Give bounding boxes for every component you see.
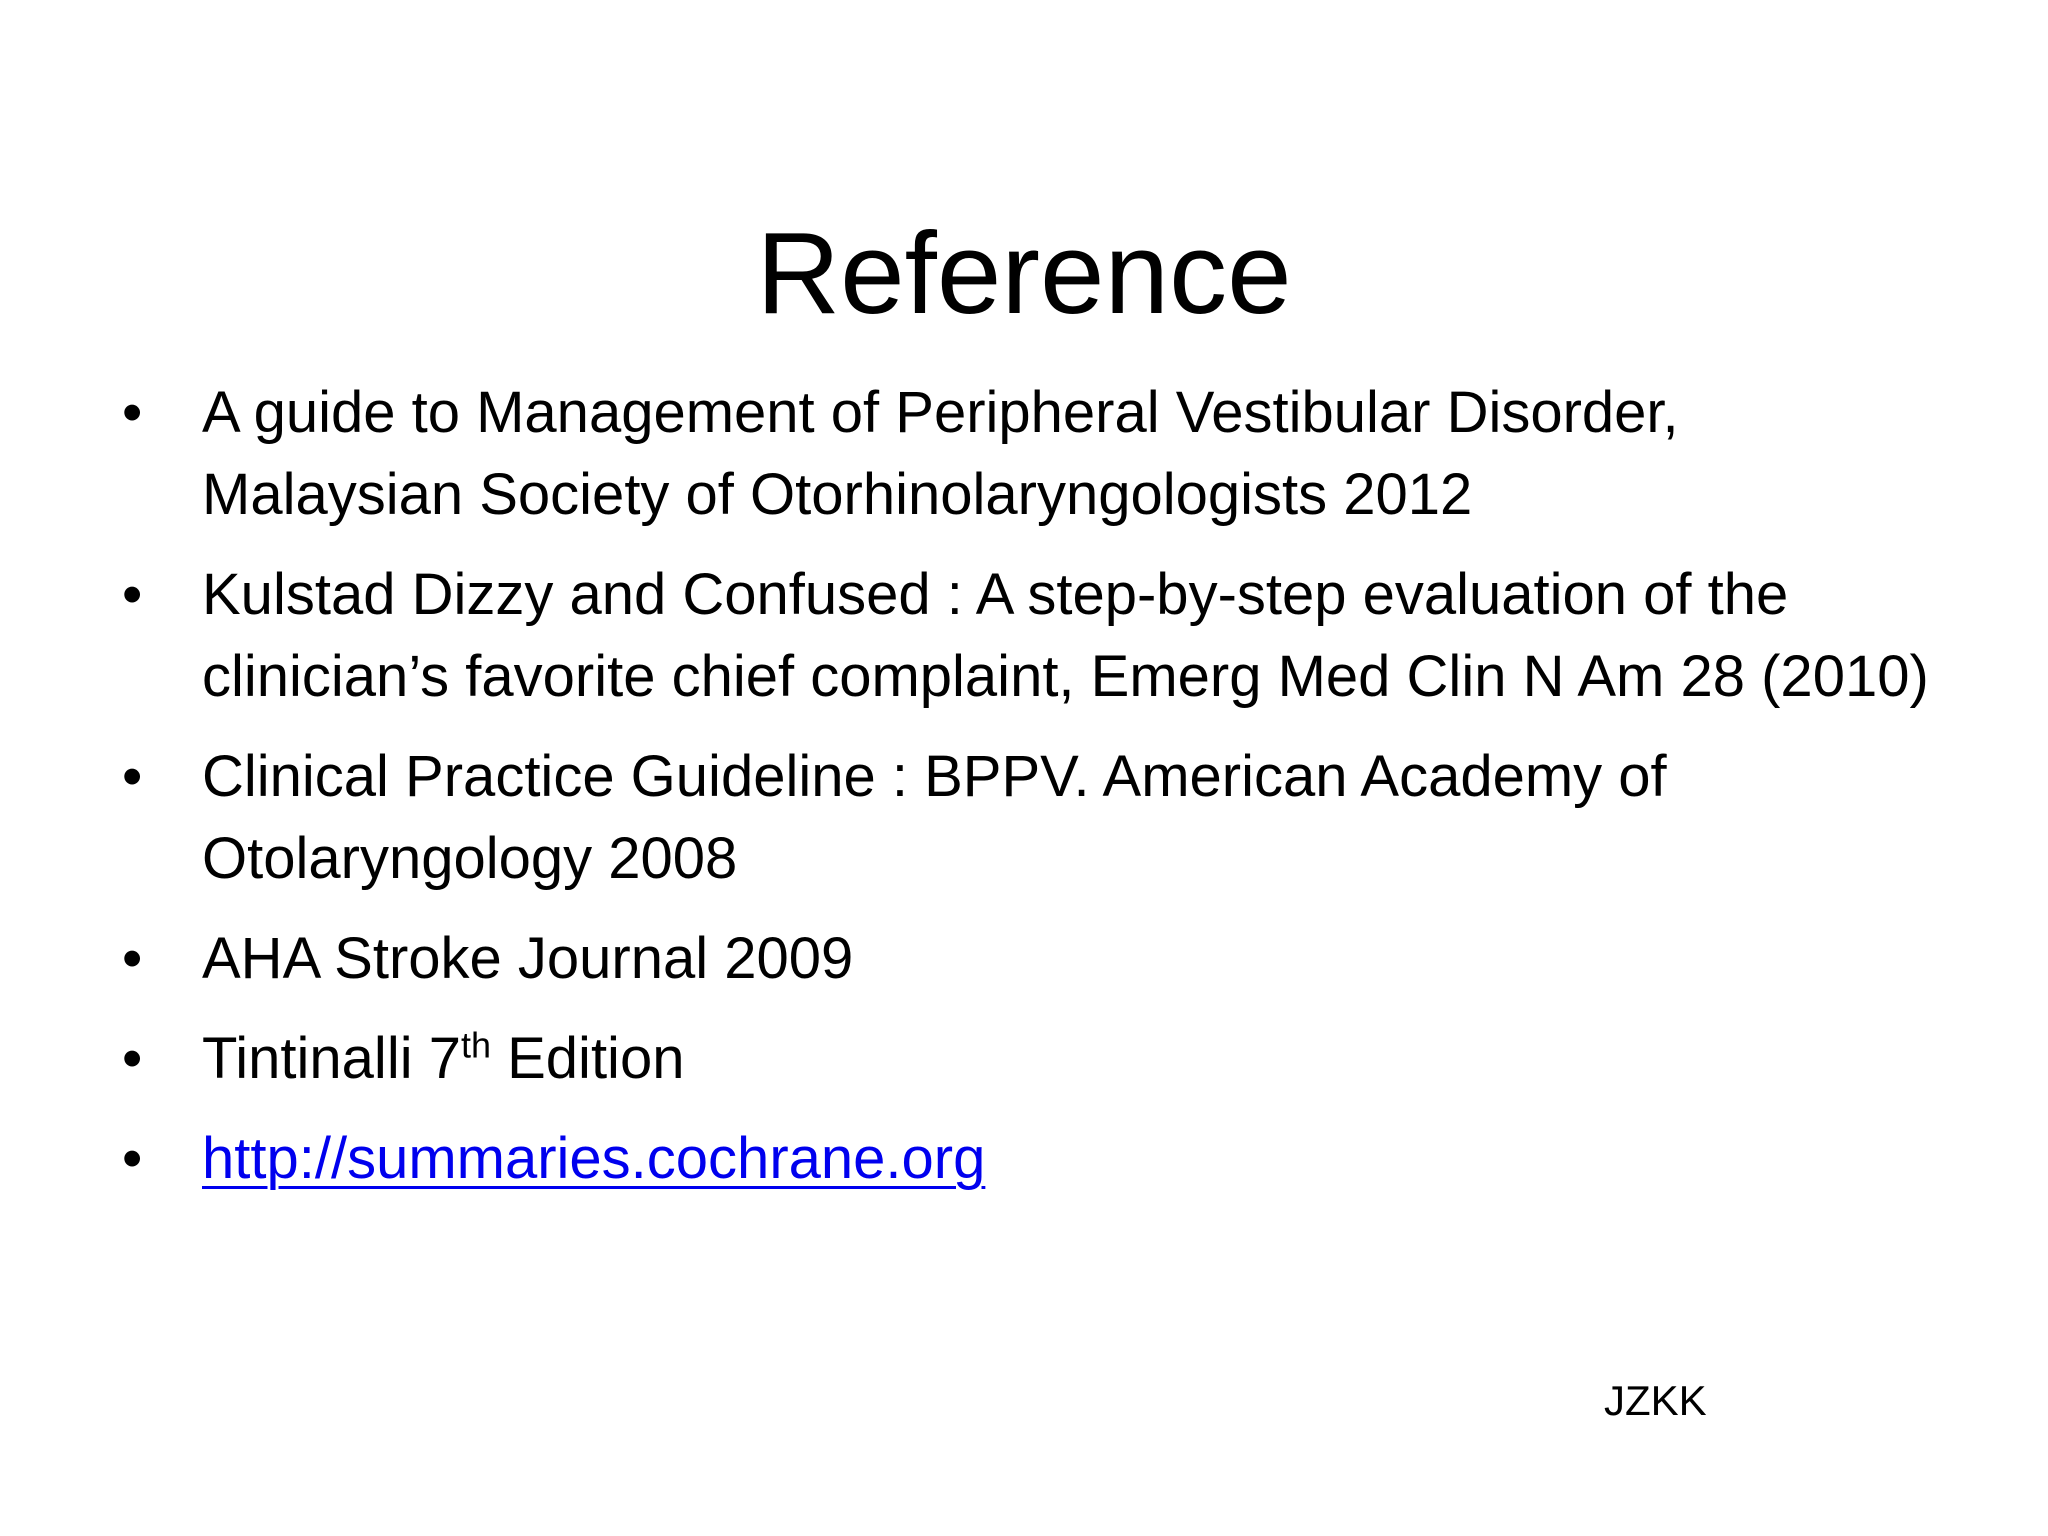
reference-item — [118, 918, 1948, 1000]
cochrane-link[interactable]: http://summaries.cochrane.org — [202, 1126, 986, 1191]
bullet-icon: • — [122, 380, 143, 445]
reference-text-after: Edition — [491, 1026, 685, 1091]
bullet-icon: • — [122, 1026, 143, 1091]
reference-text: Kulstad Dizzy and Confused : A step-by-step evaluation of the clinician’s favorite chief complaint, Emerg Med Clin N Am 28 (2010) — [202, 562, 1929, 709]
reference-item — [118, 736, 1948, 900]
footer-initials: JZKK — [1604, 1377, 1707, 1424]
reference-text: Clinical Practice Guideline : BPPV. American Academy of Otolaryngology 2008 — [202, 744, 1667, 891]
bullet-icon: • — [122, 744, 143, 809]
bullet-icon: • — [122, 1126, 143, 1191]
slide-title: Reference — [756, 207, 1292, 338]
reference-text-before: Tintinalli 7 — [202, 1026, 461, 1091]
reference-item — [118, 554, 1948, 718]
bullet-icon: • — [122, 926, 143, 991]
reference-text: A guide to Management of Peripheral Vestibular Disorder, Malaysian Society of Otorhinolaryngologists 2012 — [202, 380, 1679, 527]
reference-superscript: th — [460, 1024, 491, 1066]
reference-item — [118, 372, 1948, 536]
reference-item — [118, 1118, 1948, 1200]
reference-text: AHA Stroke Journal 2009 — [202, 926, 854, 991]
reference-list — [118, 372, 1948, 1218]
reference-item — [118, 1018, 1948, 1100]
bullet-icon: • — [122, 562, 143, 627]
